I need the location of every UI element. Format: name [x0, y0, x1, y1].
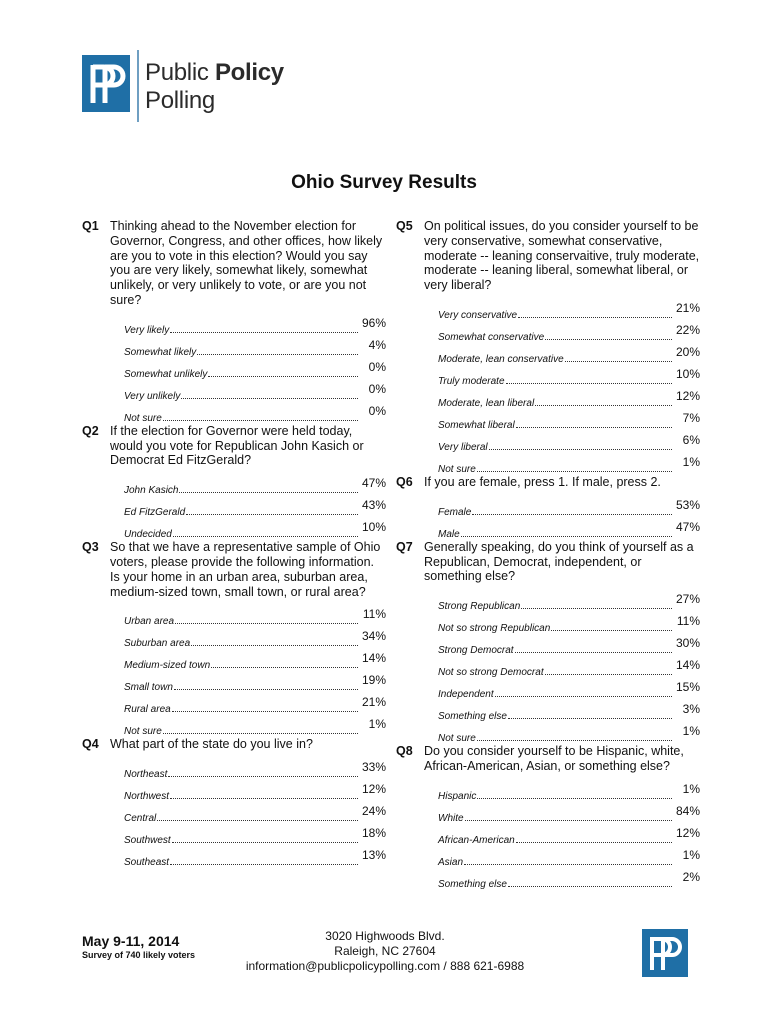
answer-label: Small town: [124, 682, 173, 694]
answer-label: Asian: [438, 856, 464, 868]
dot-leader: [565, 361, 672, 362]
dot-leader: [172, 711, 358, 712]
question-block: [396, 475, 700, 540]
answer-percent: 1%: [368, 717, 386, 732]
answer-percent: 3%: [682, 702, 700, 717]
dot-leader: [477, 740, 672, 741]
answer-row: [124, 693, 386, 715]
contact-address: [200, 929, 570, 974]
answer-percent: 43%: [361, 498, 386, 513]
answer-row: [124, 627, 386, 649]
answer-percent: 33%: [361, 760, 386, 775]
question-prompt: On political issues, do you consider yourself to be very conservative, somewhat conservative, moderate -- leaning conservaitive, truly moderate, moderate -- leaning liberal, somewhat liberal, or very liberal?: [424, 219, 700, 293]
question-number: Q6: [396, 474, 413, 489]
answer-percent: 1%: [682, 847, 700, 862]
address-line-3: information@publicpolicypolling.com / 888 621-6988: [245, 959, 525, 973]
answer-row: [438, 722, 700, 744]
dot-leader: [472, 514, 672, 515]
answer-label: Not sure: [124, 726, 162, 738]
answer-label: Female: [438, 506, 472, 518]
answer-label: Very liberal: [438, 441, 488, 453]
question-block: [82, 219, 386, 424]
dot-leader: [516, 842, 672, 843]
dot-leader: [464, 864, 672, 865]
answer-percent: 11%: [676, 614, 700, 629]
answer-label: Moderate, lean conservative: [438, 353, 564, 365]
answer-label: Not sure: [438, 733, 476, 745]
dot-leader: [516, 427, 672, 428]
answer-row: [438, 590, 700, 612]
dot-leader: [181, 398, 358, 399]
left-question-column: [82, 219, 386, 868]
answer-percent: 53%: [675, 497, 700, 512]
answer-percent: 47%: [675, 519, 700, 534]
answer-label: Southwest: [124, 835, 171, 847]
dot-leader: [515, 652, 672, 653]
answer-label: Northeast: [124, 769, 168, 781]
dot-leader: [477, 471, 672, 472]
ppp-logo-mark-icon: [82, 55, 130, 112]
answer-percent: 1%: [682, 454, 700, 469]
answer-row: [438, 868, 700, 890]
dot-leader: [163, 733, 358, 734]
question-number: Q7: [396, 539, 413, 554]
dot-leader: [173, 536, 358, 537]
answer-label: Something else: [438, 878, 507, 890]
dot-leader: [545, 339, 672, 340]
question-number: Q4: [82, 737, 99, 752]
answer-percent: 4%: [368, 337, 386, 352]
answer-label: Somewhat likely: [124, 346, 197, 358]
answer-percent: 0%: [368, 381, 386, 396]
answer-row: [438, 846, 700, 868]
answer-label: Very likely: [124, 324, 170, 336]
dot-leader: [521, 608, 672, 609]
dot-leader: [174, 689, 358, 690]
answer-label: Medium-sized town: [124, 660, 211, 672]
answer-label: Strong Democrat: [438, 645, 514, 657]
answer-label: Not so strong Democrat: [438, 667, 544, 679]
answer-label: Strong Republican: [438, 601, 521, 613]
question-number: Q5: [396, 219, 413, 233]
answer-row: [438, 453, 700, 475]
dot-leader: [461, 536, 672, 537]
answer-row: [438, 700, 700, 722]
answer-percent: 21%: [361, 695, 386, 710]
answer-percent: 22%: [675, 322, 700, 337]
dot-leader: [551, 630, 672, 631]
address-line-1: 3020 Highwoods Blvd.: [325, 929, 445, 943]
logo-word-polling: Polling: [145, 87, 215, 114]
answer-percent: 84%: [675, 803, 700, 818]
question-prompt: Do you consider yourself to be Hispanic, white, African-American, Asian, or something else?: [424, 744, 684, 773]
question-text: [82, 424, 386, 468]
answer-label: Somewhat liberal: [438, 419, 515, 431]
answer-row: [438, 802, 700, 824]
question-block: [82, 540, 386, 737]
dot-leader: [191, 645, 358, 646]
dot-leader: [211, 667, 358, 668]
answer-row: [124, 780, 386, 802]
dot-leader: [179, 492, 358, 493]
question-text: [396, 475, 700, 490]
answer-label: Something else: [438, 711, 507, 723]
answer-percent: 20%: [675, 344, 700, 359]
address-line-2: Raleigh, NC 27604: [334, 944, 436, 958]
answer-row: [438, 678, 700, 700]
survey-date: May 9-11, 2014: [82, 933, 180, 949]
answer-row: [438, 431, 700, 453]
question-block: [82, 424, 386, 540]
answer-row: [124, 824, 386, 846]
dot-leader: [168, 776, 358, 777]
dot-leader: [477, 798, 672, 799]
question-text: [396, 540, 700, 584]
dot-leader: [163, 420, 358, 421]
dot-leader: [518, 317, 672, 318]
dot-leader: [489, 449, 672, 450]
answer-percent: 30%: [675, 636, 700, 651]
question-block: [396, 540, 700, 744]
answer-row: [124, 758, 386, 780]
answer-percent: 24%: [361, 804, 386, 819]
answer-row: [124, 314, 386, 336]
answer-label: Urban area: [124, 616, 175, 628]
dot-leader: [545, 674, 672, 675]
dot-leader: [170, 864, 358, 865]
answer-percent: 34%: [361, 629, 386, 644]
answer-percent: 12%: [675, 825, 700, 840]
dot-leader: [175, 623, 358, 624]
answer-row: [124, 649, 386, 671]
answer-percent: 12%: [361, 782, 386, 797]
question-number: Q8: [396, 744, 413, 759]
answer-row: [124, 802, 386, 824]
answer-label: Male: [438, 528, 460, 540]
dot-leader: [208, 376, 358, 377]
answer-percent: 1%: [682, 781, 700, 796]
answer-percent: 15%: [675, 680, 700, 695]
answer-label: Ed FitzGerald: [124, 507, 186, 519]
answer-label: Not sure: [438, 463, 476, 475]
answer-percent: 7%: [682, 410, 700, 425]
logo-divider: [137, 50, 139, 122]
answer-label: Very unlikely: [124, 390, 181, 402]
answer-row: [124, 496, 386, 518]
answer-percent: 11%: [362, 607, 386, 622]
answer-label: White: [438, 812, 464, 824]
answer-percent: 19%: [361, 673, 386, 688]
answer-percent: 6%: [682, 432, 700, 447]
question-text: [396, 219, 700, 293]
ppp-footer-logo-icon: [642, 929, 688, 977]
answer-row: [438, 518, 700, 540]
answer-row: [438, 299, 700, 321]
answer-label: Suburban area: [124, 638, 191, 650]
question-block: [396, 744, 700, 890]
answer-label: Undecided: [124, 529, 172, 541]
answer-percent: 14%: [361, 651, 386, 666]
answer-label: Central: [124, 813, 157, 825]
answer-row: [438, 824, 700, 846]
answer-label: Somewhat conservative: [438, 331, 545, 343]
answer-percent: 1%: [682, 724, 700, 739]
question-prompt: Thinking ahead to the November election for Governor, Congress, and other offices, how likely are you to vote in this election? Would you say you are very likely, somewhat likely, somewhat unlikely, or very unlikely to vote, or are you not sure?: [110, 219, 383, 307]
answer-percent: 18%: [361, 826, 386, 841]
question-prompt: What part of the state do you live in?: [110, 737, 313, 752]
answer-label: Rural area: [124, 704, 171, 716]
question-number: Q1: [82, 219, 99, 233]
answer-label: Northwest: [124, 791, 170, 803]
answer-row: [124, 336, 386, 358]
answer-percent: 10%: [361, 520, 386, 535]
dot-leader: [170, 798, 358, 799]
dot-leader: [157, 820, 358, 821]
answer-row: [438, 387, 700, 409]
answer-row: [124, 380, 386, 402]
dot-leader: [506, 383, 672, 384]
answer-label: Moderate, lean liberal: [438, 397, 535, 409]
answer-row: [124, 402, 386, 424]
answer-row: [124, 671, 386, 693]
answer-row: [438, 612, 700, 634]
right-question-column: [396, 219, 700, 890]
answer-row: [124, 474, 386, 496]
answer-row: [124, 715, 386, 737]
logo-wordmark: [145, 59, 284, 115]
answer-label: African-American: [438, 834, 515, 846]
ppp-logo: [82, 50, 292, 122]
question-number: Q2: [82, 423, 99, 438]
answer-percent: 10%: [675, 366, 700, 381]
answer-row: [438, 496, 700, 518]
answer-row: [438, 343, 700, 365]
answer-row: [438, 365, 700, 387]
dot-leader: [170, 332, 358, 333]
dot-leader: [465, 820, 672, 821]
question-text: [82, 219, 386, 308]
answer-label: Not sure: [124, 412, 162, 424]
answer-label: John Kasich: [124, 485, 179, 497]
answer-label: Not so strong Republican: [438, 623, 551, 635]
answer-percent: 0%: [368, 359, 386, 374]
question-prompt: If you are female, press 1. If male, press 2.: [424, 474, 661, 489]
answer-label: Southeast: [124, 857, 170, 869]
answer-percent: 14%: [675, 658, 700, 673]
question-block: [82, 737, 386, 868]
question-text: [82, 540, 386, 599]
answer-percent: 47%: [361, 476, 386, 491]
dot-leader: [508, 886, 672, 887]
answer-row: [124, 605, 386, 627]
dot-leader: [495, 696, 672, 697]
answer-row: [438, 780, 700, 802]
question-block: [396, 219, 700, 475]
answer-percent: 27%: [675, 592, 700, 607]
answer-percent: 13%: [361, 848, 386, 863]
question-text: [396, 744, 700, 774]
answer-row: [438, 634, 700, 656]
answer-row: [124, 846, 386, 868]
dot-leader: [172, 842, 358, 843]
answer-row: [124, 358, 386, 380]
answer-row: [438, 409, 700, 431]
answer-label: Truly moderate: [438, 375, 505, 387]
answer-percent: 21%: [675, 300, 700, 315]
answer-row: [438, 321, 700, 343]
answer-label: Somewhat unlikely: [124, 368, 208, 380]
question-prompt: Generally speaking, do you think of yourself as a Republican, Democrat, independent, or something else?: [424, 539, 694, 584]
question-prompt: So that we have a representative sample of Ohio voters, please provide the following information. Is your home in an urban area, suburban area, medium-sized town, small town, or rural area?: [110, 540, 381, 599]
page-title: Ohio Survey Results: [291, 172, 477, 193]
dot-leader: [197, 354, 358, 355]
logo-word-policy: Policy: [214, 59, 284, 86]
answer-label: Hispanic: [438, 790, 477, 802]
answer-percent: 12%: [675, 388, 700, 403]
answer-label: Independent: [438, 689, 494, 701]
answer-percent: 0%: [368, 403, 386, 418]
question-prompt: If the election for Governor were held today, would you vote for Republican John Kasich or Democrat Ed FitzGerald?: [110, 423, 364, 468]
answer-row: [438, 656, 700, 678]
dot-leader: [186, 514, 358, 515]
dot-leader: [535, 405, 672, 406]
survey-sample: Survey of 740 likely voters: [82, 950, 196, 960]
logo-word-public: Public: [145, 59, 209, 86]
answer-row: [124, 518, 386, 540]
dot-leader: [508, 718, 672, 719]
question-text: [82, 737, 386, 752]
answer-percent: 2%: [682, 869, 700, 884]
question-number: Q3: [82, 540, 99, 555]
answer-label: Very conservative: [438, 309, 518, 321]
answer-percent: 96%: [361, 315, 386, 330]
